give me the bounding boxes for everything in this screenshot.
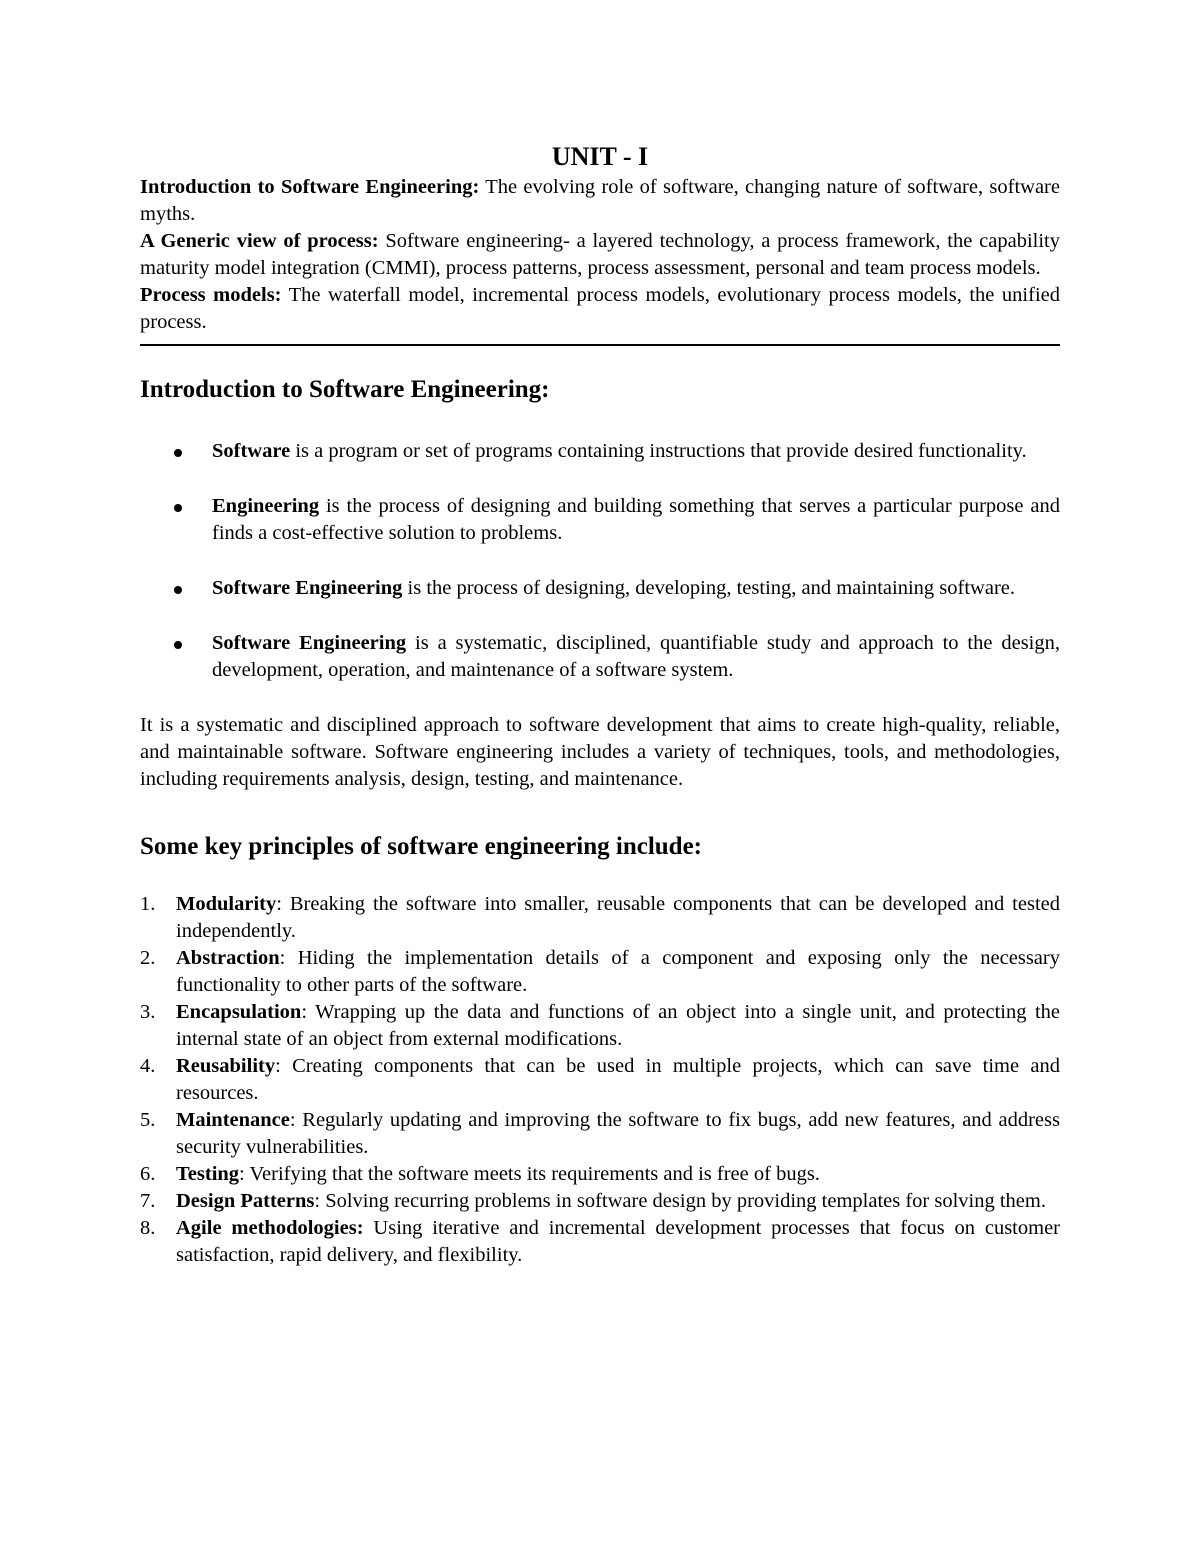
item-number: 6. <box>140 1163 156 1185</box>
definition-term: Engineering <box>212 495 320 517</box>
principle-sep: : <box>276 893 282 915</box>
item-number: 3. <box>140 1001 156 1023</box>
list-item <box>140 493 1060 547</box>
list-item <box>140 438 1060 465</box>
bullet-icon <box>174 641 182 649</box>
principle-text: Using iterative and incremental development processes that focus on customer satisfaction, rapid delivery, and flexibility. <box>176 1217 1060 1266</box>
principle-sep: : <box>301 1001 308 1023</box>
document-page <box>140 140 1060 1269</box>
syllabus-text: The waterfall model, incremental process models, evolutionary process models, the unified process. <box>140 284 1060 333</box>
list-item <box>140 1053 1060 1107</box>
principle-text: Wrapping up the data and functions of an object into a single unit, and protecting the internal state of an object from external modifications. <box>176 1001 1060 1050</box>
definition-text: is the process of designing, developing, testing, and maintaining software. <box>402 577 1015 599</box>
item-number: 4. <box>140 1055 156 1077</box>
principle-text: Hiding the implementation details of a component and exposing only the necessary functionality to other parts of the software. <box>176 947 1060 996</box>
syllabus-text: Software engineering- a layered technology, a process framework, the capability maturity model integration (CMMI), process patterns, process assessment, personal and team process models. <box>140 230 1060 279</box>
definition-term: Software <box>212 440 291 462</box>
item-number: 2. <box>140 947 156 969</box>
principles-heading: Some key principles of software engineering include: <box>140 833 702 860</box>
item-number: 5. <box>140 1109 156 1131</box>
principle-text: Solving recurring problems in software design by providing templates for solving them. <box>320 1190 1046 1212</box>
syllabus-block <box>140 174 1060 336</box>
principle-text: Creating components that can be used in multiple projects, which can save time and resources. <box>176 1055 1060 1104</box>
principle-term: Abstraction <box>176 947 280 969</box>
principle-sep: : <box>239 1163 245 1185</box>
intro-heading: Introduction to Software Engineering: <box>140 376 550 403</box>
syllabus-label: Process models: <box>140 284 282 306</box>
syllabus-item <box>140 228 1060 282</box>
principle-term: Reusability <box>176 1055 276 1077</box>
bullet-icon <box>174 586 182 594</box>
syllabus-item <box>140 282 1060 336</box>
list-item <box>140 945 1060 999</box>
definition-term: Software Engineering <box>212 577 403 599</box>
principle-term: Modularity <box>176 893 277 915</box>
principle-sep: : <box>279 947 286 969</box>
list-item <box>140 1161 1060 1188</box>
principle-text: Regularly updating and improving the software to fix bugs, add new features, and address security vulnerabilities. <box>176 1109 1060 1158</box>
section-divider <box>140 344 1060 346</box>
overview-paragraph: It is a systematic and disciplined approach to software development that aims to create high-quality, reliable, and maintainable software. Software engineering includes a variety of techniques, tools, and methodologies, including requirements analysis, design, testing, and maintenance. <box>140 714 1060 790</box>
item-number: 8. <box>140 1217 156 1239</box>
list-item <box>140 1107 1060 1161</box>
principle-sep: : <box>275 1055 281 1077</box>
principle-text: Breaking the software into smaller, reusable components that can be developed and tested independently. <box>176 893 1060 942</box>
list-item <box>140 1215 1060 1269</box>
list-item <box>140 1188 1060 1215</box>
principle-sep: : <box>314 1190 321 1212</box>
principle-term: Encapsulation <box>176 1001 302 1023</box>
principle-sep: : <box>289 1109 296 1131</box>
definition-list <box>140 438 1060 684</box>
syllabus-item <box>140 174 1060 228</box>
principles-list <box>140 891 1060 1269</box>
list-item <box>140 630 1060 684</box>
principle-term: Design Patterns <box>176 1190 315 1212</box>
definition-text: is a program or set of programs containing instructions that provide desired functionality. <box>290 440 1027 462</box>
principle-term: Agile methodologies: <box>176 1217 364 1239</box>
definition-term: Software Engineering <box>212 632 407 654</box>
principle-text: Verifying that the software meets its requirements and is free of bugs. <box>244 1163 820 1185</box>
bullet-icon <box>174 504 182 512</box>
principle-term: Testing <box>176 1163 240 1185</box>
syllabus-label: A Generic view of process: <box>140 230 379 252</box>
list-item <box>140 891 1060 945</box>
list-item <box>140 575 1060 602</box>
syllabus-label: Introduction to Software Engineering: <box>140 176 480 198</box>
item-number: 7. <box>140 1190 156 1212</box>
item-number: 1. <box>140 893 156 915</box>
principle-term: Maintenance <box>176 1109 290 1131</box>
unit-title: UNIT - I <box>551 142 649 171</box>
syllabus-text: The evolving role of software, changing nature of software, software myths. <box>140 176 1060 225</box>
definition-text: is a systematic, disciplined, quantifiable study and approach to the design, development, operation, and maintenance of a software system. <box>212 632 1060 681</box>
definition-text: is the process of designing and building something that serves a particular purpose and finds a cost-effective solution to problems. <box>212 495 1060 544</box>
bullet-icon <box>174 449 182 457</box>
list-item <box>140 999 1060 1053</box>
